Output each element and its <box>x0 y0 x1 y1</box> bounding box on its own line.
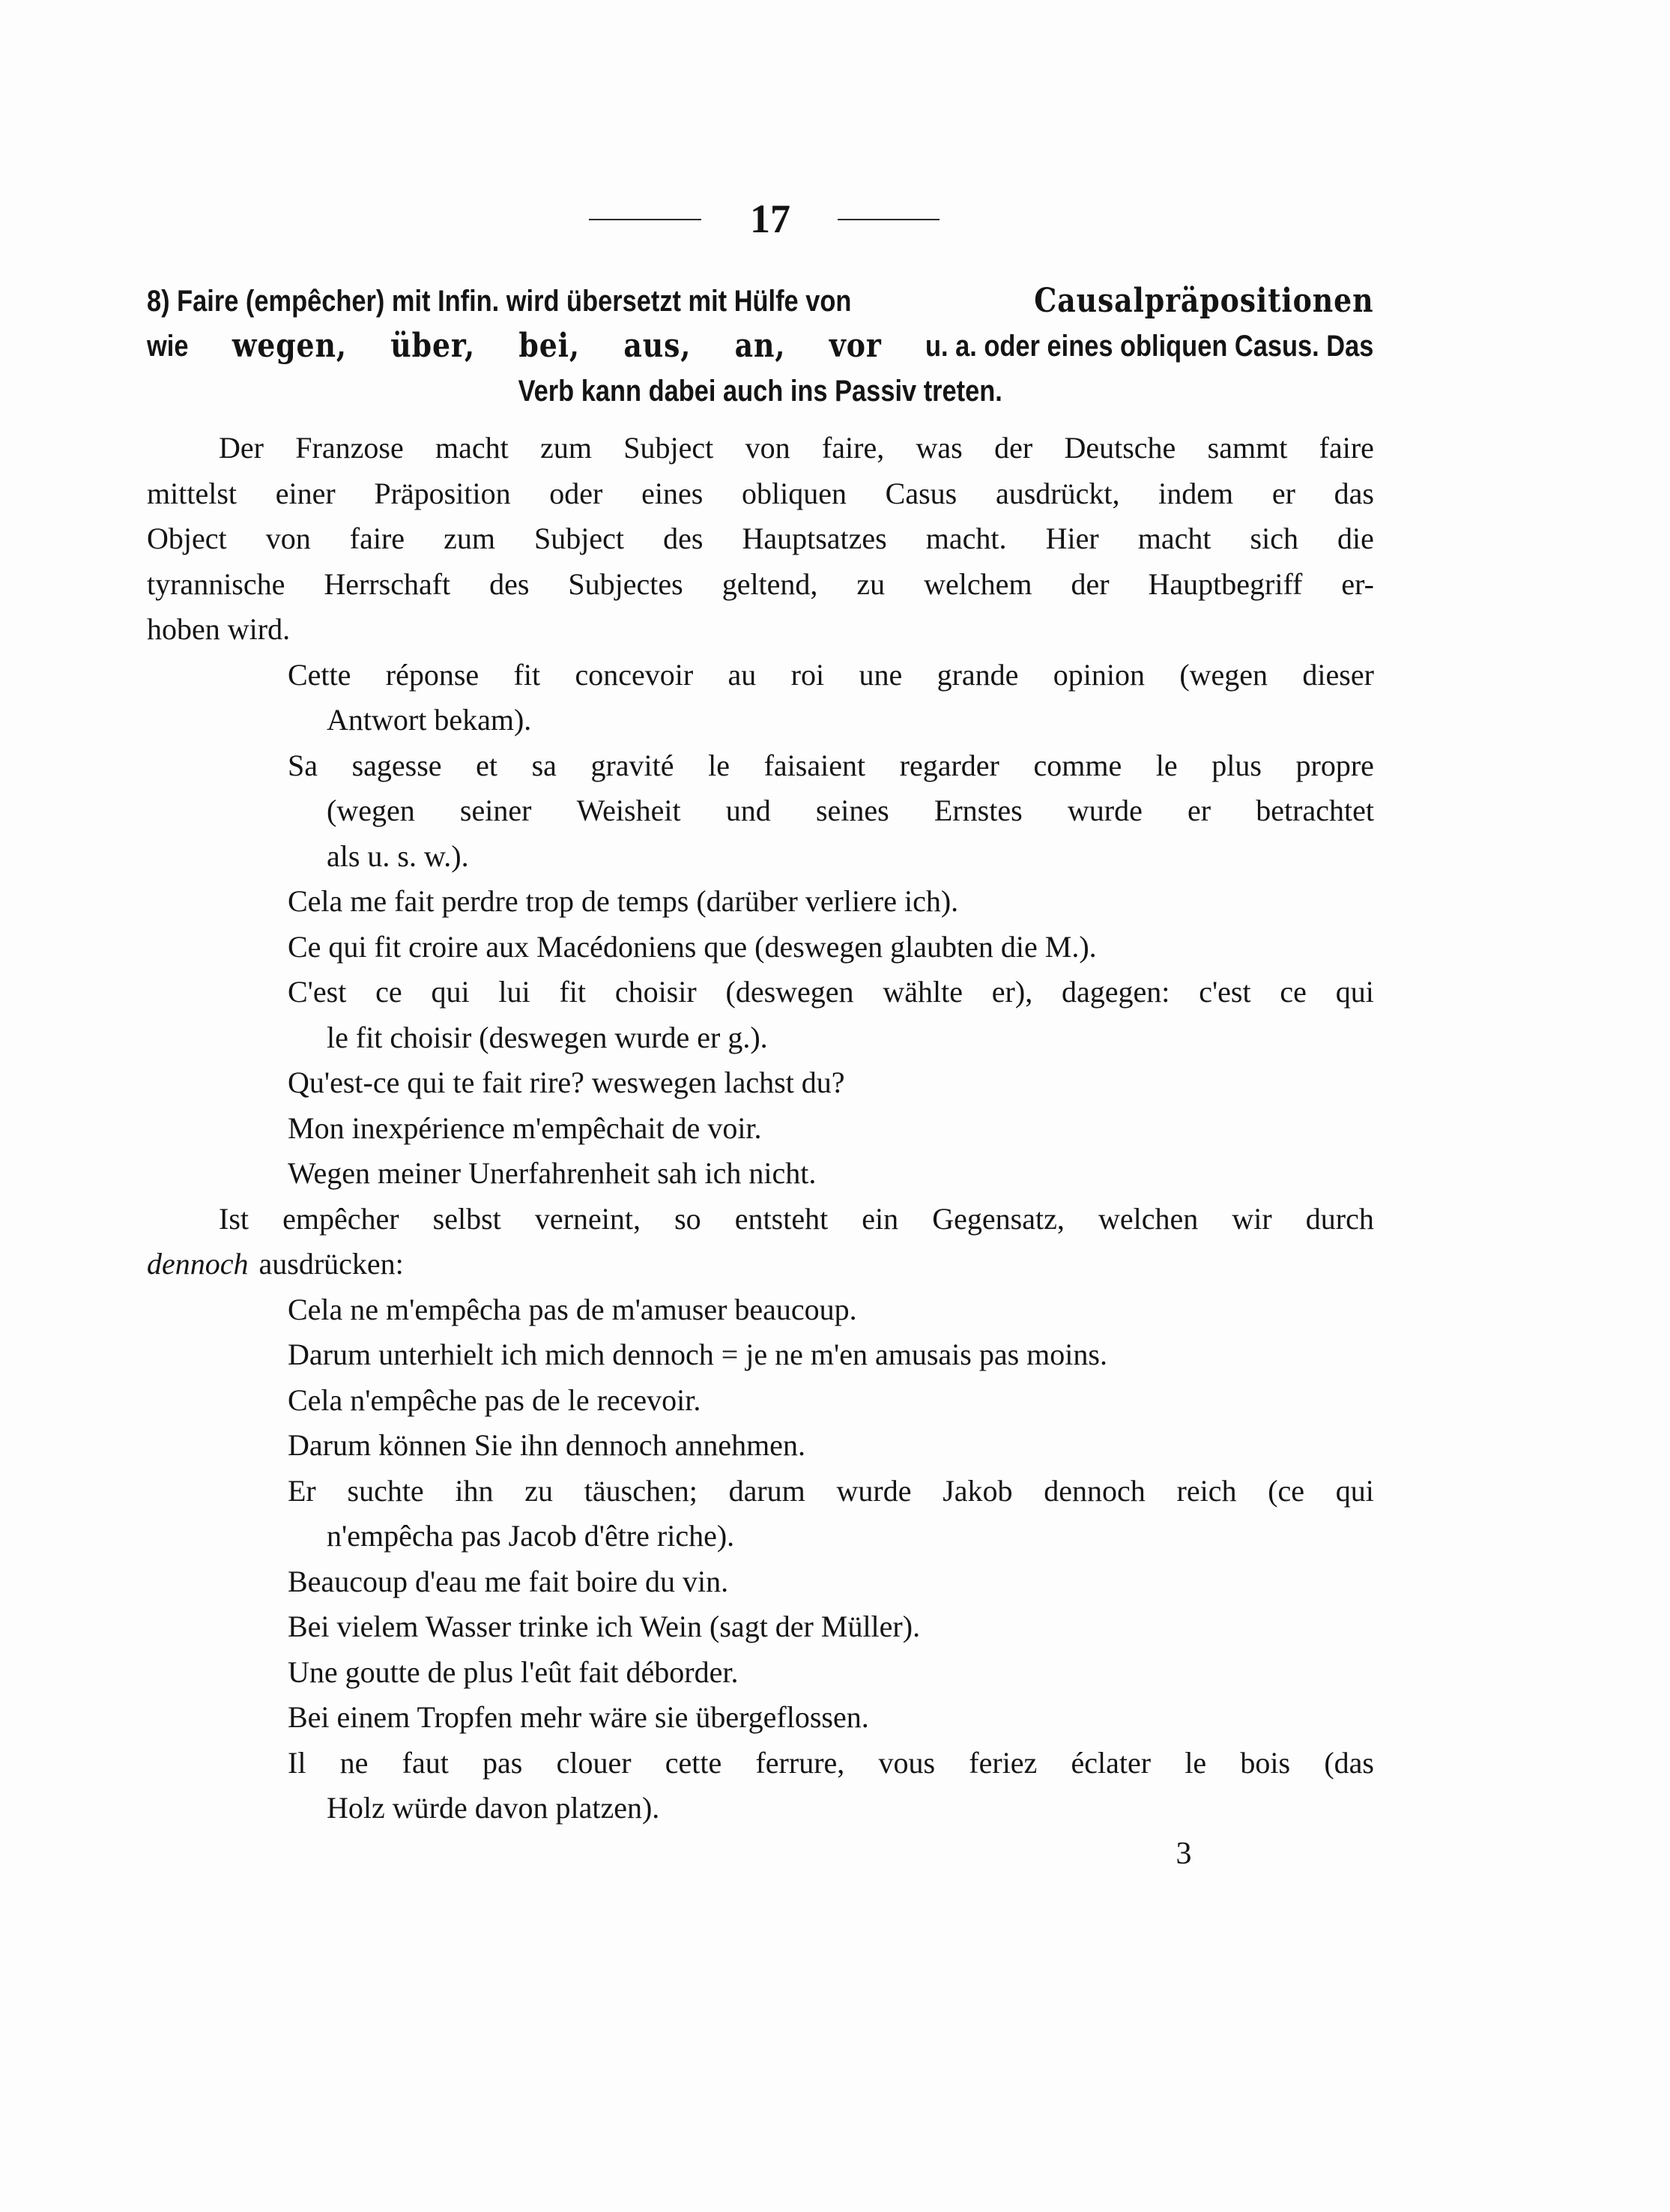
word: sagesse <box>351 748 442 782</box>
word: réponse <box>385 657 479 692</box>
word: Ernstes <box>934 794 1023 827</box>
word: Jakob <box>943 1473 1013 1508</box>
word: seines <box>815 794 889 827</box>
word: (ce <box>1268 1473 1305 1508</box>
example-line <box>147 1378 1374 1424</box>
word: wir <box>1232 1201 1272 1236</box>
word: qui <box>1335 975 1374 1009</box>
word: wurde <box>1067 794 1143 827</box>
word: feriez <box>969 1745 1038 1780</box>
word: er- <box>1341 566 1374 601</box>
text-line: le fit choisir (deswegen wurde er g.). <box>327 1020 768 1054</box>
rule-text: Verb kann dabei auch ins Passiv treten. <box>518 375 1002 408</box>
rule-line-3 <box>147 369 1373 414</box>
text-line: Cela me fait perdre trop de temps (darüber verliere ich). <box>288 884 959 918</box>
text-line: Bei vielem Wasser trinke ich Wein (sagt der Müller). <box>288 1610 921 1643</box>
word: regarder <box>899 748 999 782</box>
rule-keyword: an, <box>734 327 786 365</box>
word: von <box>745 431 790 465</box>
word: betrachtet <box>1256 794 1374 827</box>
word: (wegen <box>1179 657 1268 692</box>
word: ihn <box>455 1473 494 1508</box>
word: Er <box>288 1473 316 1508</box>
word: C'est <box>288 975 347 1009</box>
text-line: ausdrücken: <box>258 1247 404 1281</box>
word: durch <box>1305 1201 1374 1236</box>
word: faisaient <box>763 748 866 782</box>
word: Ist <box>219 1201 249 1236</box>
word: choisir <box>614 975 697 1009</box>
example-line <box>147 1106 1374 1152</box>
word: er <box>1271 476 1295 510</box>
word: pas <box>482 1745 523 1780</box>
word: fit <box>513 657 541 692</box>
example-line <box>147 1332 1374 1378</box>
word: Hier <box>1045 522 1099 555</box>
rule-statement <box>147 279 1373 414</box>
text-line: Cela ne m'empêcha pas de m'amuser beaucoup. <box>288 1292 857 1326</box>
word: Hauptsatzes <box>742 522 887 555</box>
word: cette <box>665 1745 722 1780</box>
word: indem <box>1158 476 1234 510</box>
example-line <box>147 1695 1374 1741</box>
text-line: Bei einem Tropfen mehr wäre sie übergeflossen. <box>288 1700 869 1734</box>
signature-mark: 3 <box>1176 1837 1192 1871</box>
word: Gegensatz, <box>932 1201 1065 1236</box>
example-line <box>147 925 1374 970</box>
text-line: Wegen meiner Unerfahrenheit sah ich nicht. <box>288 1156 817 1190</box>
rule-keyword: bei, <box>518 327 580 365</box>
word: eines <box>641 476 704 510</box>
word: zu <box>524 1473 554 1508</box>
word: selbst <box>432 1201 501 1236</box>
rule-text: u. a. oder eines obliquen Casus. Das <box>925 330 1374 363</box>
paragraph-line <box>147 426 1374 471</box>
word: Herrschaft <box>324 566 451 601</box>
word: propre <box>1295 748 1374 782</box>
word: qui <box>431 975 470 1009</box>
example-line <box>147 653 1374 698</box>
word: verneint, <box>534 1201 641 1236</box>
word: gravité <box>590 748 674 782</box>
word: plus <box>1211 748 1262 782</box>
text-line: Mon inexpérience m'empêchait de voir. <box>288 1110 762 1145</box>
word: suchte <box>347 1473 424 1508</box>
rule-keyword: vor <box>829 327 882 365</box>
page-number: 17 <box>750 196 790 241</box>
word: concevoir <box>575 657 694 692</box>
word: das <box>1334 476 1374 510</box>
word: Subject <box>623 431 714 465</box>
paragraph-line <box>147 1242 1374 1287</box>
word: et <box>476 748 497 782</box>
example-line <box>147 788 1374 834</box>
example-line <box>147 879 1374 925</box>
word: le <box>1185 1745 1207 1780</box>
text-line: Antwort bekam). <box>327 703 532 737</box>
example-line <box>147 834 1374 880</box>
word: dagegen: <box>1062 975 1170 1009</box>
word: wurde <box>836 1473 912 1508</box>
word: bois <box>1240 1745 1291 1780</box>
word: oder <box>549 476 603 510</box>
word: obliquen <box>741 476 847 510</box>
text-line: hoben wird. <box>147 612 291 646</box>
example-line <box>147 1060 1374 1106</box>
word: zum <box>540 431 592 465</box>
word: ne <box>339 1745 369 1780</box>
word: comme <box>1033 748 1122 782</box>
word: und <box>725 794 771 827</box>
word: des <box>489 566 530 601</box>
word: roi <box>790 657 825 692</box>
rule-text: 8) Faire (empêcher) mit Infin. wird übersetzt mit Hülfe von <box>147 285 852 318</box>
paragraph-line <box>147 516 1374 562</box>
word: faire <box>1319 431 1374 465</box>
word: was <box>916 431 963 465</box>
word: empêcher <box>282 1201 399 1236</box>
header-rule-right <box>838 219 940 220</box>
word: geltend, <box>721 566 818 601</box>
example-line <box>147 1650 1374 1696</box>
word: sammt <box>1207 431 1288 465</box>
word: er), <box>991 975 1033 1009</box>
word: clouer <box>556 1745 632 1780</box>
word: opinion <box>1053 657 1145 692</box>
word: vous <box>878 1745 936 1780</box>
text-line: Qu'est-ce qui te fait rire? weswegen lachst du? <box>288 1066 845 1099</box>
paragraph-line <box>147 471 1374 517</box>
emphasis-word: dennoch <box>147 1247 249 1281</box>
word: faut <box>402 1745 449 1780</box>
text-line: als u. s. w.). <box>327 838 469 873</box>
word: Weisheit <box>576 794 681 827</box>
word: Il <box>288 1745 306 1780</box>
word: der <box>1071 566 1110 601</box>
word: Casus <box>885 476 957 510</box>
word: macht <box>1137 522 1211 555</box>
word: qui <box>1335 1473 1374 1508</box>
rule-keyword: wegen, <box>232 327 347 365</box>
word: Hauptbegriff <box>1148 566 1303 601</box>
word: so <box>674 1201 701 1236</box>
word: wählte <box>883 975 963 1009</box>
word: mittelst <box>147 476 237 510</box>
word: seiner <box>459 794 532 827</box>
word: die <box>1337 522 1374 555</box>
example-line <box>147 1015 1374 1061</box>
paragraph-line <box>147 607 1374 653</box>
word: ausdrückt, <box>995 476 1120 510</box>
word: einer <box>275 476 336 510</box>
example-line <box>147 1469 1374 1514</box>
text-line: n'empêcha pas Jacob d'être riche). <box>327 1519 735 1553</box>
word: une <box>859 657 903 692</box>
word: Object <box>147 522 227 555</box>
word: Cette <box>288 657 351 692</box>
word: Subject <box>534 522 624 555</box>
header-rule-left <box>589 219 701 220</box>
paragraph-line <box>147 562 1374 608</box>
example-line <box>147 1423 1374 1469</box>
page-header <box>0 196 1670 241</box>
paragraph-line <box>147 1197 1374 1242</box>
word: zu <box>856 566 886 601</box>
text-line: Beaucoup d'eau me fait boire du vin. <box>288 1564 729 1598</box>
word: lui <box>498 975 530 1009</box>
word: c'est <box>1199 975 1251 1009</box>
word: tyrannische <box>147 566 285 601</box>
text-line: Ce qui fit croire aux Macédoniens que (deswegen glaubten die M.). <box>288 929 1097 964</box>
word: entsteht <box>734 1201 829 1236</box>
rule-line-1 <box>147 279 1373 324</box>
word: ferrure, <box>755 1745 845 1780</box>
word: Subjectes <box>568 566 683 601</box>
word: der <box>994 431 1033 465</box>
word: Sa <box>288 748 318 782</box>
example-line <box>147 1604 1374 1650</box>
rule-keyword: über, <box>390 327 476 365</box>
example-line <box>147 970 1374 1015</box>
example-line <box>147 1514 1374 1559</box>
word: dennoch <box>1044 1473 1146 1508</box>
word: Präposition <box>374 476 511 510</box>
word: sich <box>1250 522 1298 555</box>
word: von <box>265 522 311 555</box>
word: Der <box>219 431 264 465</box>
example-line <box>147 1741 1374 1786</box>
word: macht. <box>925 522 1007 555</box>
example-line <box>147 698 1374 743</box>
word: ce <box>375 975 402 1009</box>
word: (wegen <box>327 794 415 827</box>
text-line: Une goutte de plus l'eût fait déborder. <box>288 1655 739 1689</box>
word: sa <box>531 748 557 782</box>
word: Deutsche <box>1064 431 1176 465</box>
word: au <box>727 657 757 692</box>
example-line <box>147 1786 1374 1831</box>
text-line: Darum unterhielt ich mich dennoch = je ne m'en amusais pas moins. <box>288 1338 1107 1371</box>
text-line: Darum können Sie ihn dennoch annehmen. <box>288 1428 805 1462</box>
word: welchem <box>924 566 1032 601</box>
word: le <box>1155 748 1178 782</box>
rule-line-2 <box>147 324 1373 369</box>
word: dieser <box>1302 657 1374 692</box>
word: faire <box>349 522 405 555</box>
word: Franzose <box>295 431 404 465</box>
word: grande <box>937 657 1019 692</box>
word: faire, <box>821 431 885 465</box>
example-line <box>147 1559 1374 1605</box>
example-line <box>147 743 1374 789</box>
word: (deswegen <box>725 975 854 1009</box>
word: zum <box>444 522 495 555</box>
rule-keyword: Causalpräpositionen <box>1034 282 1374 320</box>
text-line: Cela n'empêche pas de le recevoir. <box>288 1382 701 1417</box>
word: (das <box>1324 1745 1374 1780</box>
word: er <box>1188 794 1211 827</box>
word: macht <box>435 431 509 465</box>
text-line: Holz würde davon platzen). <box>327 1791 660 1825</box>
word: ce <box>1280 975 1307 1009</box>
word: éclater <box>1071 1745 1152 1780</box>
rule-text: wie <box>147 330 189 363</box>
word: welchen <box>1098 1201 1199 1236</box>
body-text <box>147 426 1374 1831</box>
word: täuschen; <box>584 1473 698 1508</box>
word: ein <box>862 1201 899 1236</box>
word: darum <box>728 1473 805 1508</box>
example-line <box>147 1151 1374 1197</box>
word: fit <box>559 975 586 1009</box>
word: reich <box>1176 1473 1237 1508</box>
word: des <box>663 522 704 555</box>
rule-keyword: aus, <box>623 327 692 365</box>
example-line <box>147 1287 1374 1333</box>
word: le <box>708 748 730 782</box>
